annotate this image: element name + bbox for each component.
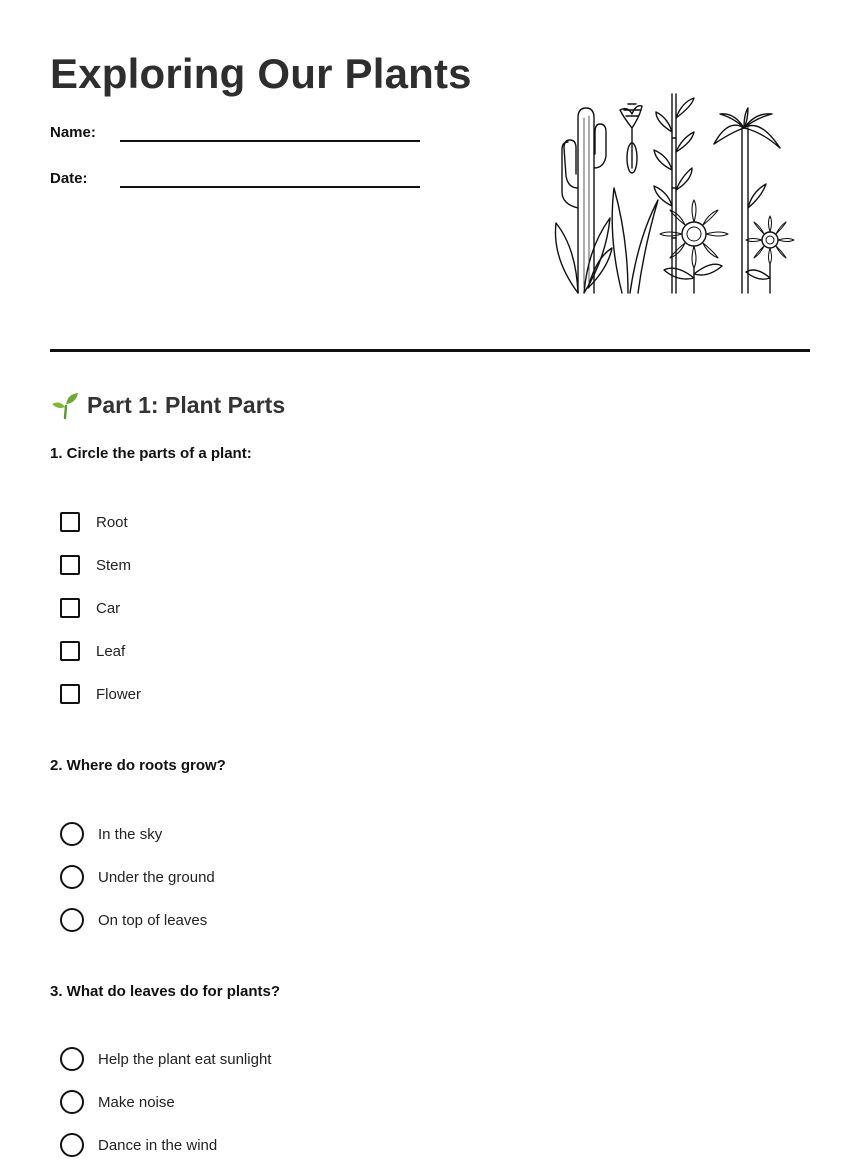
question-1: 1. Circle the parts of a plant: — [50, 445, 252, 462]
option-leaf[interactable] — [60, 638, 125, 664]
question-3: 3. What do leaves do for plants? — [50, 983, 281, 1000]
option-label: Help the plant eat sunlight — [98, 1050, 272, 1068]
radio-button[interactable] — [60, 1090, 84, 1114]
option-help-plant-eat-sunlight[interactable] — [60, 1046, 271, 1072]
page-title: Exploring Our Plants — [50, 50, 472, 97]
name-line[interactable] — [120, 140, 420, 142]
option-label: Leaf — [96, 642, 126, 660]
radio-button[interactable] — [60, 822, 84, 846]
option-make-noise[interactable] — [60, 1089, 175, 1115]
checkbox[interactable] — [60, 555, 80, 575]
option-stem[interactable] — [60, 552, 131, 578]
radio-button[interactable] — [60, 1047, 84, 1071]
plants-illustration-icon — [548, 88, 798, 298]
option-on-top-of-leaves[interactable] — [60, 907, 207, 933]
option-label: Dance in the wind — [98, 1136, 218, 1154]
radio-button[interactable] — [60, 1133, 84, 1157]
date-field[interactable] — [50, 166, 430, 196]
option-label: On top of leaves — [98, 911, 208, 929]
sprout-icon — [50, 390, 80, 420]
section-divider — [50, 349, 810, 352]
radio-button[interactable] — [60, 865, 84, 889]
date-line[interactable] — [120, 186, 420, 188]
checkbox[interactable] — [60, 512, 80, 532]
name-label: Name: — [50, 124, 96, 141]
name-field[interactable] — [50, 120, 430, 150]
option-label: Make noise — [98, 1093, 175, 1111]
checkbox[interactable] — [60, 684, 80, 704]
option-root[interactable] — [60, 509, 128, 535]
option-under-the-ground[interactable] — [60, 864, 215, 890]
option-label: Flower — [96, 685, 142, 703]
option-label: Stem — [96, 556, 132, 574]
option-dance-in-the-wind[interactable] — [60, 1132, 217, 1158]
option-flower[interactable] — [60, 681, 141, 707]
radio-button[interactable] — [60, 908, 84, 932]
option-in-the-sky[interactable] — [60, 821, 162, 847]
question-2: 2. Where do roots grow? — [50, 757, 226, 774]
option-car[interactable] — [60, 595, 120, 621]
option-label: In the sky — [98, 825, 163, 843]
checkbox[interactable] — [60, 641, 80, 661]
checkbox[interactable] — [60, 598, 80, 618]
date-label: Date: — [50, 170, 88, 187]
option-label: Car — [96, 599, 121, 617]
section-heading — [50, 388, 285, 422]
section-title: Part 1: Plant Parts — [87, 391, 286, 418]
option-label: Root — [96, 513, 128, 531]
option-label: Under the ground — [98, 868, 215, 886]
